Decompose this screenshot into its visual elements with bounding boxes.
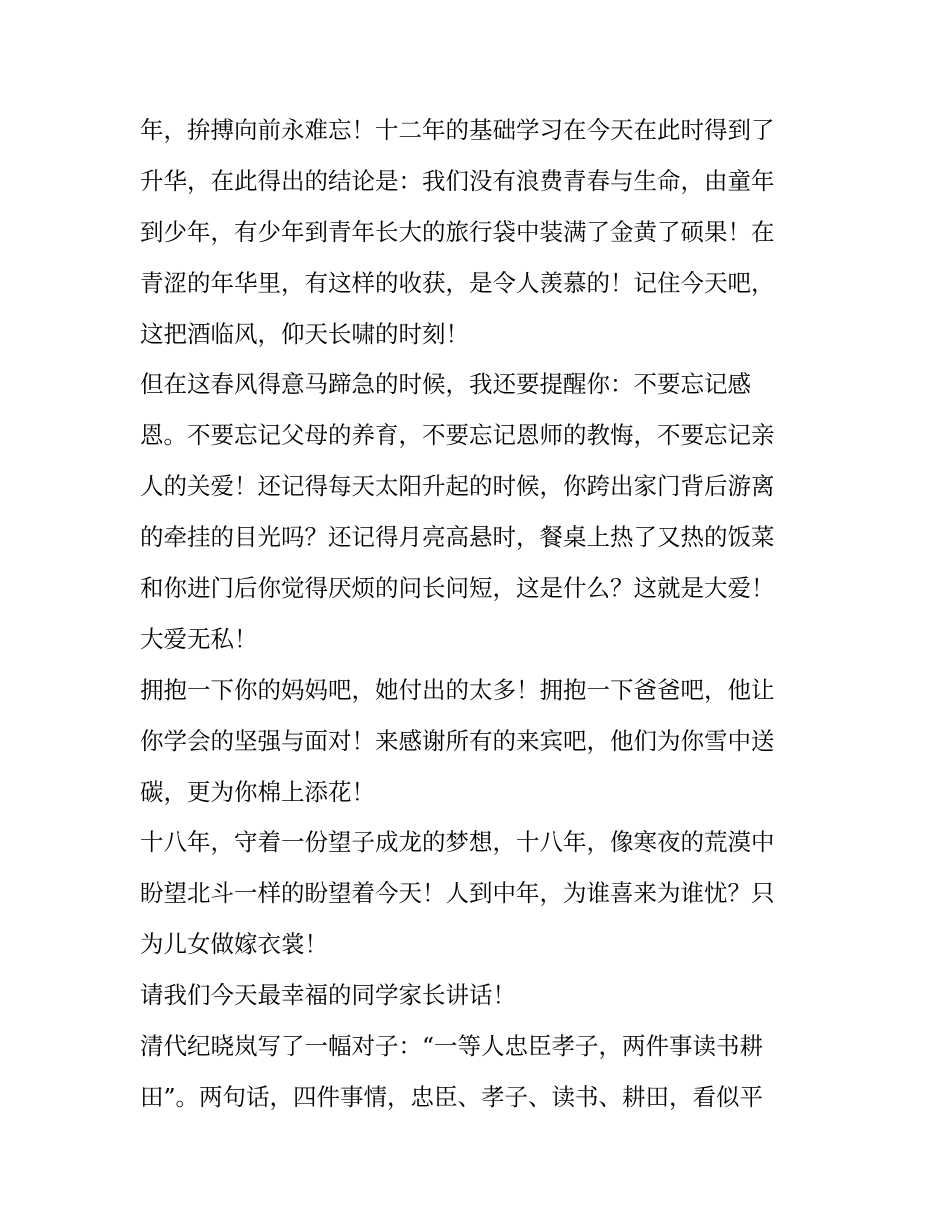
text-line: 请我们今天最幸福的同学家长讲话！	[140, 981, 516, 1010]
text-line: 人的关爱！还记得每天太阳升起的时候，你跨出家门背后游离	[140, 472, 775, 501]
text-line: 年，拚搏向前永难忘！十二年的基础学习在今天在此时得到了	[140, 116, 775, 144]
text-line: 恩。不要忘记父母的养育，不要忘记恩师的教悔，不要忘记亲	[140, 421, 775, 450]
text-line: 你学会的坚强与面对！来感谢所有的来宾吧，他们为你雪中送	[140, 726, 775, 755]
text-line: 大爱无私！	[140, 624, 258, 653]
text-line: 拥抱一下你的妈妈吧，她付出的太多！拥抱一下爸爸吧，他让	[140, 675, 775, 704]
text-line: 和你进门后你觉得厌烦的问长问短，这是什么？这就是大爱！	[140, 574, 775, 603]
text-line: 为儿女做嫁衣裳！	[140, 930, 328, 959]
document-body	[140, 105, 820, 1123]
text-line: 但在这春风得意马蹄急的时候，我还要提醒你：不要忘记感	[140, 370, 751, 399]
text-line: 十八年，守着一份望子成龙的梦想，十八年，像寒夜的荒漠中	[140, 828, 775, 857]
text-line: 田”。两句话，四件事情，忠臣、孝子、读书、耕田，看似平	[140, 1082, 764, 1111]
text-line: 盼望北斗一样的盼望着今天！人到中年，为谁喜来为谁忧？只	[140, 879, 775, 908]
text-line: 青涩的年华里，有这样的收获，是令人羡慕的！记住今天吧，	[140, 268, 775, 297]
text-line: 的牵挂的目光吗？还记得月亮高悬时，餐桌上热了又热的饭菜	[140, 523, 775, 552]
text-line: 到少年，有少年到青年长大的旅行袋中装满了金黄了硕果！在	[140, 217, 775, 246]
text-line: 清代纪晓岚写了一幅对子：“一等人忠臣孝子，两件事读书耕	[140, 1032, 764, 1061]
text-line: 这把酒临风，仰天长啸的时刻！	[140, 319, 469, 348]
text-line: 碳，更为你棉上添花！	[140, 777, 375, 806]
text-line: 升华，在此得出的结论是：我们没有浪费青春与生命，由童年	[140, 166, 775, 195]
